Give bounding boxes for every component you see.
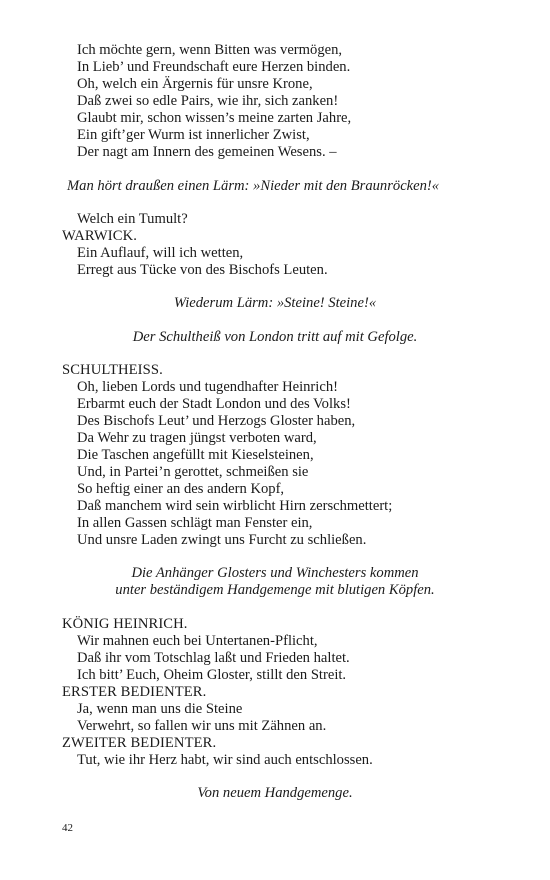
verse-line: Und unsre Laden zwingt uns Furcht zu schließen. [77, 532, 367, 548]
verse-line: Ich bitt’ Euch, Oheim Gloster, stillt den Streit. [77, 667, 347, 683]
speaker-name: ERSTER BEDIENTER. [62, 684, 207, 700]
verse-line: Und, in Partei’n gerottet, schmeißen sie [77, 464, 309, 480]
stage-direction: Der Schultheiß von London tritt auf mit Gefolge. [132, 329, 418, 345]
verse-line: In allen Gassen schlägt man Fenster ein, [77, 515, 313, 531]
verse-line: So heftig einer an des andern Kopf, [77, 481, 285, 497]
speaker-name: KÖNIG HEINRICH. [62, 616, 188, 632]
verse-line: Ich möchte gern, wenn Bitten was vermögen, [77, 42, 343, 58]
speaker-name: SCHULTHEISS. [62, 362, 163, 378]
verse-line: Die Taschen angefüllt mit Kieselsteinen, [77, 447, 314, 463]
stage-direction: Von neuem Handgemenge. [197, 785, 353, 801]
verse-line: Glaubt mir, schon wissen’s meine zarten Jahre, [77, 110, 352, 126]
verse-line: Oh, welch ein Ärgernis für unsre Krone, [77, 76, 313, 92]
speaker-name: WARWICK. [62, 228, 137, 244]
verse-line: Ein gift’ger Wurm ist innerlicher Zwist, [77, 127, 310, 143]
page-number: 42 [62, 822, 73, 834]
verse-line: Erregt aus Tücke von des Bischofs Leuten. [77, 262, 328, 278]
verse-line: Daß manchem wird sein wirblicht Hirn zerschmettert; [77, 498, 393, 514]
verse-line: Erbarmt euch der Stadt London und des Volks! [77, 396, 351, 412]
verse-line: Wir mahnen euch bei Untertanen-Pflicht, [77, 633, 318, 649]
verse-line: Ein Auflauf, will ich wetten, [77, 245, 244, 261]
stage-direction: Man hört draußen einen Lärm: »Nieder mit den Braunröcken!« [67, 178, 440, 194]
verse-line: Ja, wenn man uns die Steine [77, 701, 243, 717]
stage-direction: Die Anhänger Glosters und Winchesters kommen [131, 565, 419, 581]
verse-line: Oh, lieben Lords und tugendhafter Heinrich! [77, 379, 338, 395]
verse-line: Tut, wie ihr Herz habt, wir sind auch entschlossen. [77, 752, 373, 768]
verse-line: Welch ein Tumult? [77, 211, 188, 227]
stage-direction: unter beständigem Handgemenge mit blutigen Köpfen. [115, 582, 435, 598]
stage-direction: Wiederum Lärm: »Steine! Steine!« [173, 295, 377, 311]
verse-line: Verwehrt, so fallen wir uns mit Zähnen an. [77, 718, 327, 734]
speaker-name: ZWEITER BEDIENTER. [62, 735, 217, 751]
verse-line: Des Bischofs Leut’ und Herzogs Gloster haben, [77, 413, 356, 429]
verse-line: Daß ihr vom Totschlag laßt und Frieden haltet. [77, 650, 350, 666]
verse-line: In Lieb’ und Freundschaft eure Herzen binden. [77, 59, 351, 75]
verse-line: Daß zwei so edle Pairs, wie ihr, sich zanken! [77, 93, 339, 109]
verse-line: Da Wehr zu tragen jüngst verboten ward, [77, 430, 317, 446]
verse-line: Der nagt am Innern des gemeinen Wesens. – [77, 144, 337, 160]
